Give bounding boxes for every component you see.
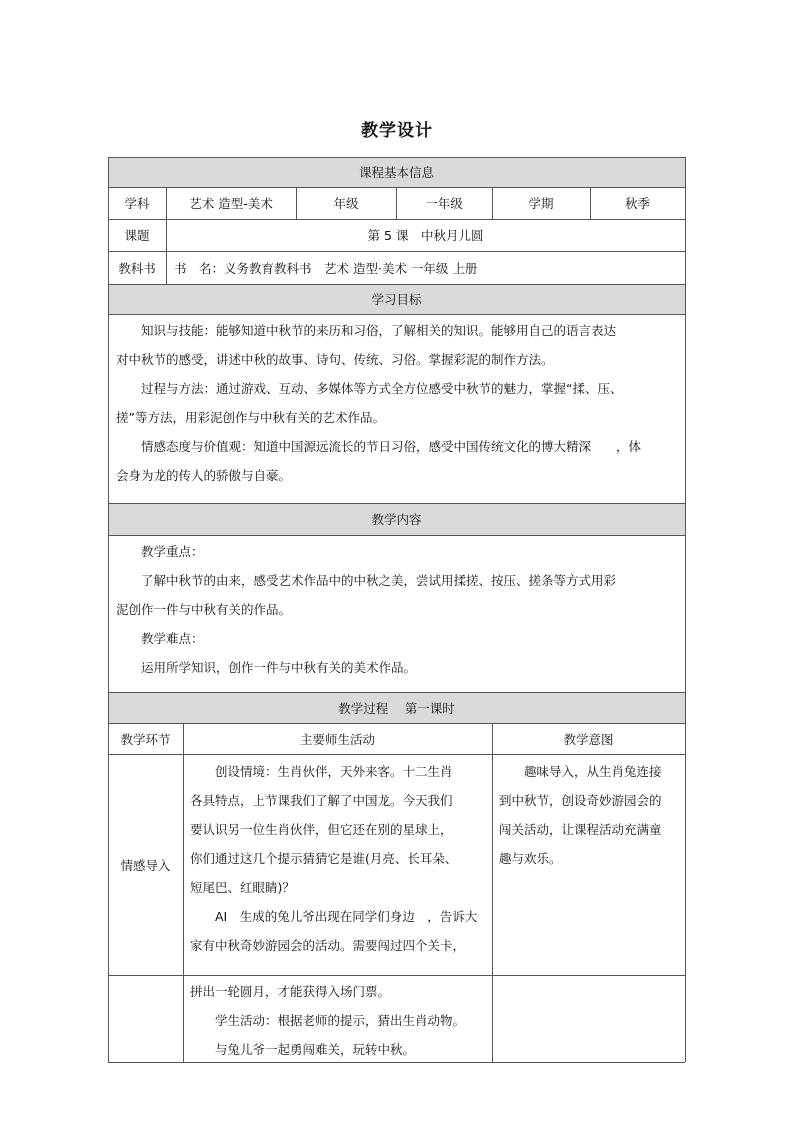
goals-body bbox=[116, 316, 678, 490]
subject-label: 学科 bbox=[124, 196, 150, 211]
page-title: 教学设计 bbox=[361, 121, 433, 141]
row1-activity-line: 各具特点，上节课我们了解了中国龙。今天我们 bbox=[190, 793, 453, 808]
goal-knowledge-line-2: 对中秋节的感受，讲述中秋的故事、诗句、传统、习俗。掌握彩泥的制作方法。 bbox=[116, 352, 554, 367]
grade-value: 一年级 bbox=[425, 196, 463, 211]
goal-emotion-line-2: 会身为龙的传人的骄傲与自豪。 bbox=[116, 468, 292, 483]
content-header: 教学内容 bbox=[108, 503, 685, 535]
col-activity-header: 主要师生活动 bbox=[299, 731, 375, 747]
row1-activity bbox=[190, 757, 488, 960]
subject-value: 艺术 造型-美术 bbox=[189, 196, 273, 211]
key-point-line-1: 了解中秋节的由来，感受艺术作品中的中秋之美，尝试用揉搓、按压、搓条等方式用彩 bbox=[141, 573, 617, 588]
row2-activity bbox=[190, 977, 488, 1064]
term-value: 秋季 bbox=[624, 196, 650, 211]
col-stage-header: 教学环节 bbox=[120, 731, 171, 747]
row2-activity-line: 学生活动：根据老师的提示，猜出生肖动物。 bbox=[215, 1013, 466, 1028]
row2-stage bbox=[108, 975, 183, 1062]
textbook-value: 书 名：义务教育教科书 艺术 造型·美术 一年级 上册 bbox=[174, 260, 478, 276]
key-point-line-2: 泥创作一件与中秋有关的作品。 bbox=[116, 602, 292, 617]
goal-process-line-2: 搓”等方法，用彩泥创作与中秋有关的艺术作品。 bbox=[116, 410, 385, 425]
row1-activity-line: 短尾巴、红眼睛)？ bbox=[190, 880, 295, 895]
row1-activity-line: 要认识另一位生肖伙伴，但它还在别的星球上， bbox=[190, 822, 453, 837]
row1-intent-line: 趣味导入，从生肖兔连接 bbox=[524, 764, 662, 779]
process-header: 教学过程 第一课时 bbox=[108, 692, 685, 723]
row1-stage: 情感导入 bbox=[120, 857, 171, 873]
goal-knowledge-line-1: 知识与技能：能够知道中秋节的来历和习俗，了解相关的知识。能够用自己的语言表达 bbox=[141, 323, 617, 338]
row1-intent bbox=[499, 757, 679, 873]
basic-info-header: 课程基本信息 bbox=[108, 157, 685, 187]
difficulty-label: 教学难点： bbox=[141, 631, 204, 646]
row2-activity-line: 拼出一轮圆月，才能获得入场门票。 bbox=[190, 984, 391, 999]
term-label: 学期 bbox=[528, 196, 554, 211]
topic-label: 课题 bbox=[124, 228, 150, 243]
goals-header: 学习目标 bbox=[108, 284, 685, 314]
goal-process-line-1: 过程与方法：通过游戏、互动、多媒体等方式全方位感受中秋节的魅力，掌握“揉、压、 bbox=[141, 381, 623, 396]
textbook-label: 教科书 bbox=[118, 260, 156, 276]
row1-intent-line: 趣与欢乐。 bbox=[499, 851, 562, 866]
difficulty-text: 运用所学知识，创作一件与中秋有关的美术作品。 bbox=[141, 660, 417, 675]
row1-activity-line: 家有中秋奇妙游园会的活动。需要闯过四个关卡， bbox=[190, 938, 466, 953]
topic-value: 第 5 课 中秋月儿圆 bbox=[367, 228, 484, 243]
row1-intent-line: 闯关活动，让课程活动充满童 bbox=[499, 822, 662, 837]
content-body bbox=[116, 537, 678, 682]
row2-activity-line: 与兔儿爷一起勇闯难关，玩转中秋。 bbox=[215, 1042, 416, 1057]
goal-emotion-line-1: 情感态度与价值观：知道中国源远流长的节日习俗，感受中国传统文化的博大精深 ，体 bbox=[141, 439, 642, 454]
row1-activity-line: AI 生成的兔儿爷出现在同学们身边 ，告诉大 bbox=[215, 909, 478, 924]
grade-label: 年级 bbox=[333, 196, 359, 211]
row1-activity-line: 你们通过这几个提示猜猜它是谁(月亮、长耳朵、 bbox=[190, 851, 458, 866]
key-point-label: 教学重点： bbox=[141, 544, 204, 559]
col-intent-header: 教学意图 bbox=[563, 731, 614, 747]
row1-activity-line: 创设情境：生肖伙伴，天外来客。十二生肖 bbox=[215, 764, 453, 779]
row1-intent-line: 到中秋节，创设奇妙游园会的 bbox=[499, 793, 662, 808]
